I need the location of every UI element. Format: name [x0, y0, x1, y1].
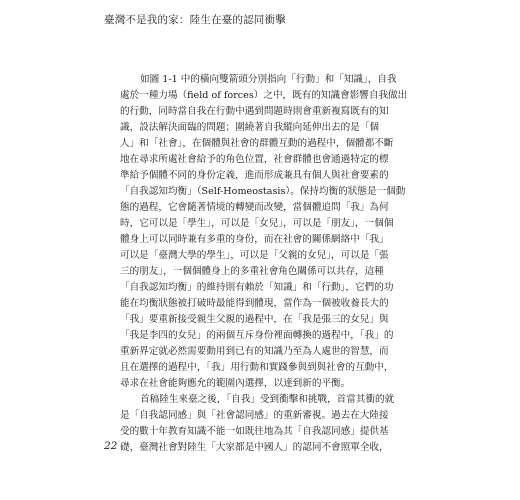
- paragraph-line: 且在選擇的過程中，「我」用行動和實踐參與到與社會的互動中，: [120, 362, 394, 373]
- running-header: 臺灣不是我的家：陸生在臺的認同衝擊: [104, 14, 286, 26]
- paragraph-line: 首稿陸生來臺之後，「自我」受到衝擊和挑戰，首當其衝的就: [140, 394, 395, 405]
- paragraph-line: 能在均衡狀態被打破時最能得到體現，當作為一個被收養長大的: [120, 298, 389, 309]
- paragraph-line: 三的朋友」，一個個體身上的多重社會角色關係可以共存，這種: [120, 266, 384, 277]
- paragraph-line: 重新界定就必然需要動用到已有的知識乃至為人處世的智慧，而: [120, 346, 389, 357]
- paragraph-line: 「我」要重新接受親生父親的過程中，在「我是張三的女兒」與: [120, 314, 389, 325]
- paragraph-line: 「自我認知均衡」（Self-Homeostasis）。保持均衡的狀態是一個動: [120, 186, 406, 197]
- page-number: 22: [104, 440, 118, 452]
- body-text: [120, 72, 450, 456]
- paragraph-line: 礎，臺灣社會對陸生「大家都是中國人」的認同不會照單全收，: [120, 442, 389, 453]
- paragraph-line: 態的過程，它會隨著情境的轉變而改變，當個體追問「我」為何: [120, 202, 389, 213]
- paragraph-line: 「自我認知均衡」的維持則有賴於「知識」和「行動」，它們的功: [120, 282, 394, 293]
- paragraph-line: 準給予個體不同的身份定義，進而形成兼具有個人與社會要素的: [120, 170, 389, 181]
- paragraph-line: 是「自我認同感」與「社會認同感」的重新審視。過去在大陸接: [120, 410, 389, 421]
- paragraph-line: 尋求在社會能夠應允的範圍內選擇，以達到新的平衡。: [120, 378, 351, 389]
- paragraph-line: 識，設法解決面臨的問題；圍繞著自我縱向延伸出去的是「個: [120, 122, 380, 133]
- paragraph-line: 人」和「社會」，在個體與社會的群體互動的過程中，個體都不斷: [120, 138, 394, 149]
- paragraph-line: 如圖 1-1 中的橫向雙箭頭分別指向「行動」和「知識」，自我: [140, 74, 397, 85]
- paragraph-line: 處於一種力場（field of forces）之中，既有的知識會影響自我做出: [120, 90, 408, 101]
- paragraph-line: 體身上可以同時兼有多重的身份，而在社會的關係網絡中「我」: [120, 234, 389, 245]
- paragraph-line: 的行動，同時當自我在行動中遇到問題時則會重新複寫既有的知: [120, 106, 389, 117]
- paragraph-line: 時，它可以是「學生」，可以是「女兒」，可以是「朋友」，一個個: [120, 218, 394, 229]
- paragraph-line: 可以是「臺灣大學的學生」，可以是「父親的女兒」，可以是「張: [120, 250, 389, 261]
- paragraph-line: 受的數十年教育知識不能一如既往地為其「自我認同感」提供基: [120, 426, 389, 437]
- paragraph-line: 地在尋求所處社會給予的角色位置，社會群體也會通過特定的標: [120, 154, 389, 165]
- paragraph-line: 「我是李四的女兒」的兩個互斥身份裡面轉換的過程中，「我」的: [120, 330, 394, 341]
